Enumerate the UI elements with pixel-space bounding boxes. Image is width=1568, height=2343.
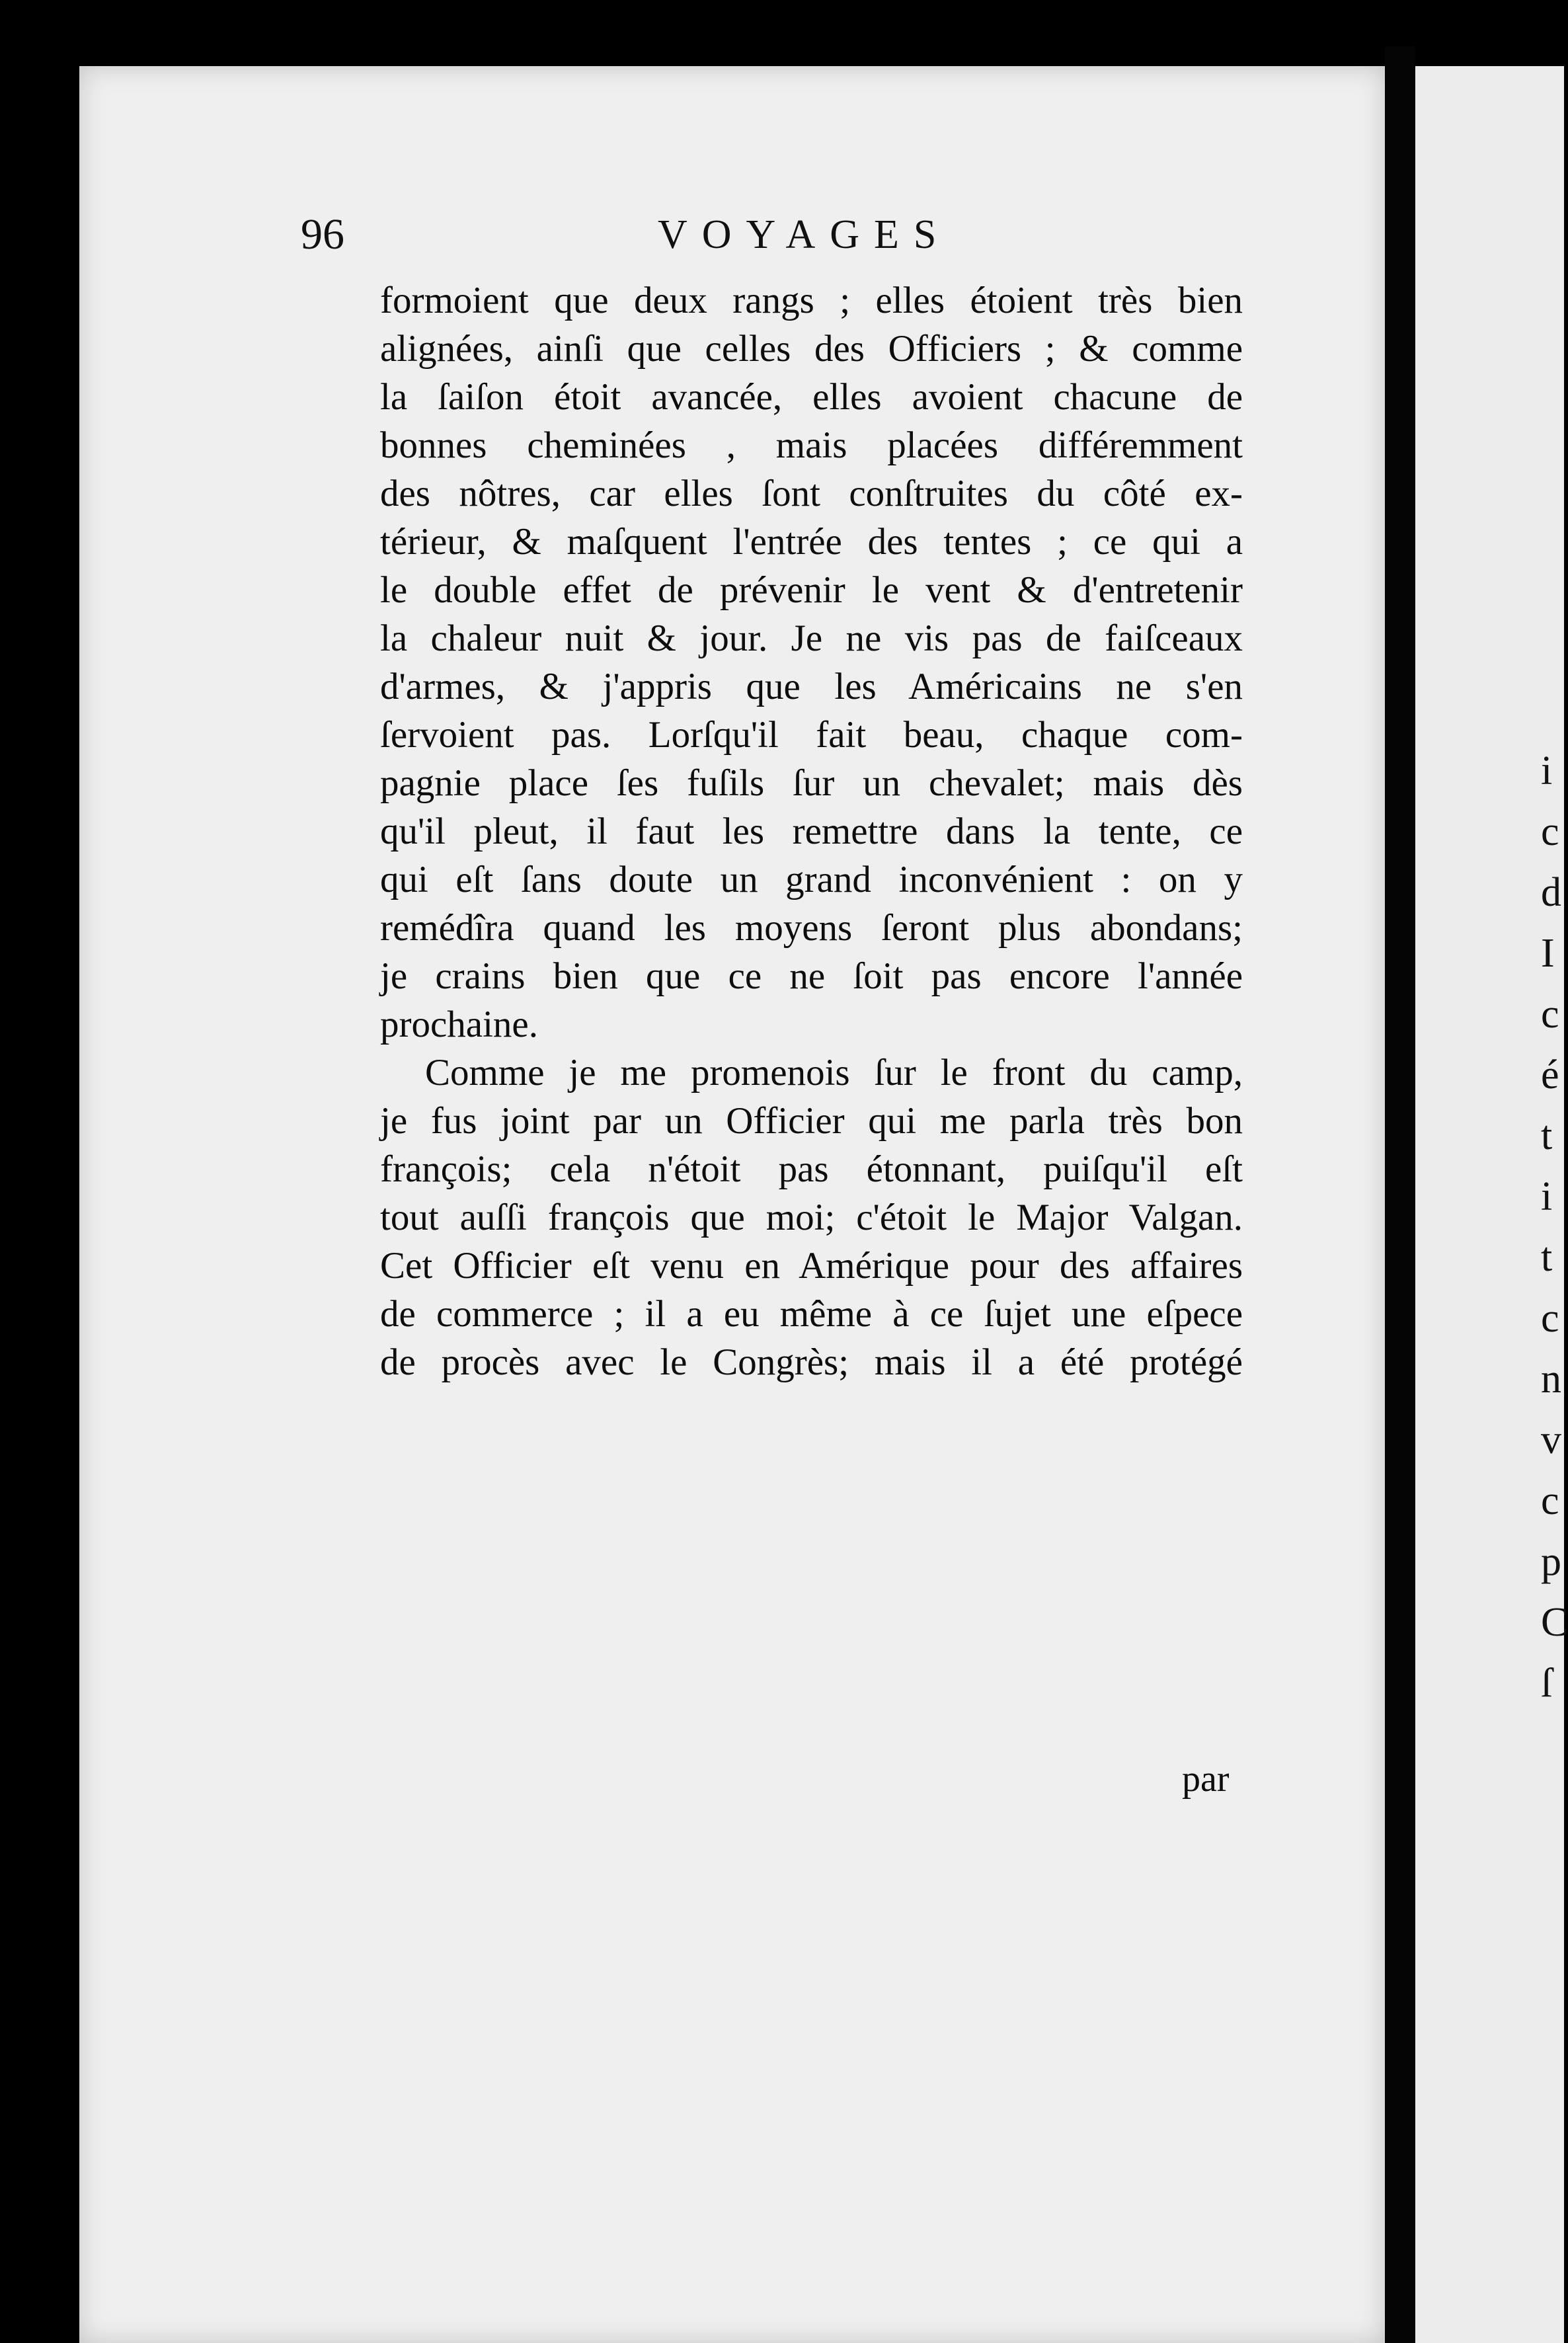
- text-line: térieur, & maſquent l'entrée des tentes ; ce qui a: [380, 521, 1243, 563]
- text-line: la ſaiſon étoit avancée, elles avoient chacune de: [380, 376, 1243, 418]
- text-line: la chaleur nuit & jour. Je ne vis pas de faiſceaux: [380, 617, 1243, 659]
- right-page-fragment: C: [1541, 1600, 1568, 1645]
- right-page-fragment: ſ: [1541, 1661, 1553, 1706]
- right-page-fragment: c: [1541, 992, 1559, 1037]
- text-line: tout auſſi françois que moi; c'étoit le Major Valgan.: [380, 1197, 1243, 1238]
- text-line: pagnie place ſes fuſils ſur un chevalet; mais dès: [380, 762, 1243, 804]
- text-line: je fus joint par un Officier qui me parla très bon: [380, 1100, 1243, 1142]
- page-header: [301, 205, 1259, 264]
- text-line: bonnes cheminées , mais placées différemment: [380, 424, 1243, 466]
- right-page-fragment: t: [1541, 1113, 1553, 1158]
- right-page-fragment: c: [1541, 1478, 1559, 1523]
- right-page-fragment: n: [1541, 1357, 1561, 1402]
- text-line: de commerce ; il a eu même à ce ſujet une eſpece: [380, 1293, 1243, 1335]
- text-line: de procès avec le Congrès; mais il a été protégé: [380, 1341, 1243, 1383]
- text-line-paragraph-start: Comme je me promenois ſur le front du camp,: [425, 1052, 1243, 1093]
- running-head: VOYAGES: [658, 212, 951, 257]
- text-line-paragraph-end: prochaine.: [380, 1004, 538, 1045]
- right-page-fragment: i: [1541, 1174, 1553, 1219]
- right-page-fragment: t: [1541, 1235, 1553, 1280]
- text-line: ſervoient pas. Lorſqu'il fait beau, chaque com-: [380, 714, 1243, 756]
- text-line: le double effet de prévenir le vent & d'entretenir: [380, 569, 1243, 611]
- right-page-fragment: i: [1541, 748, 1553, 793]
- text-line: qu'il pleut, il faut les remettre dans la tente, ce: [380, 811, 1243, 852]
- body-text: [380, 276, 1243, 1386]
- text-line: des nôtres, car elles ſont conſtruites du côté ex-: [380, 473, 1243, 514]
- text-line: qui eſt ſans doute un grand inconvénient : on y: [380, 859, 1243, 900]
- right-page-fragment: c: [1541, 1296, 1559, 1341]
- text-line: françois; cela n'étoit pas étonnant, puiſqu'il eſt: [380, 1148, 1243, 1190]
- text-line: d'armes, & j'appris que les Américains ne s'en: [380, 666, 1243, 707]
- right-page-fragment: I: [1541, 931, 1555, 976]
- page-number: 96: [301, 210, 344, 258]
- right-page-fragment: é: [1541, 1052, 1559, 1097]
- right-page-fragment: c: [1541, 809, 1559, 854]
- right-page-fragment: p: [1541, 1539, 1561, 1584]
- catchword: par: [1182, 1759, 1230, 1800]
- right-page-fragments: [1415, 740, 1568, 1714]
- right-page-fragment: v: [1541, 1417, 1561, 1462]
- right-page-fragment: d: [1541, 870, 1561, 915]
- text-line: alignées, ainſi que celles des Officiers ; & comme: [380, 328, 1243, 370]
- book-gutter: [1385, 46, 1415, 2343]
- text-line: Cet Officier eſt venu en Amérique pour des affaires: [380, 1245, 1243, 1287]
- text-line: je crains bien que ce ne ſoit pas encore l'année: [380, 955, 1243, 997]
- text-line: remédîra quand les moyens ſeront plus abondans;: [380, 907, 1243, 949]
- scan-top-border: [0, 0, 1564, 66]
- text-line: formoient que deux rangs ; elles étoient très bien: [380, 280, 1243, 321]
